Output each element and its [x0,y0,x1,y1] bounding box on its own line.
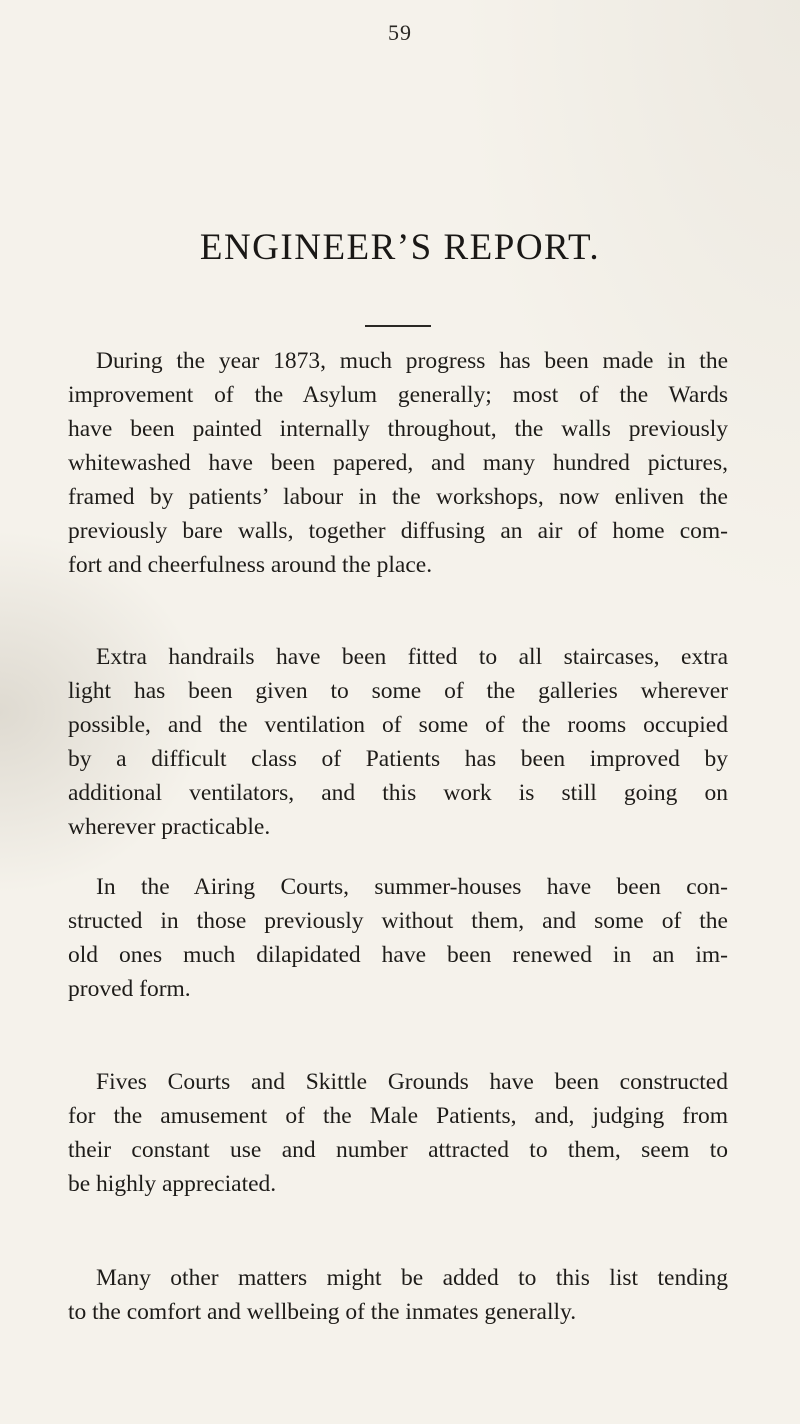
paragraph-line: have been painted internally throughout, the walls previously [68,416,728,442]
paragraph-line: structed in those previously without them, and some of the [68,908,728,934]
paragraph-line: their constant use and number attracted to them, seem to [68,1137,728,1163]
paragraph-line: wherever practicable. [68,814,271,840]
paragraph-line: proved form. [68,976,191,1002]
paragraph-line: additional ventilators, and this work is still going on [68,780,728,806]
paragraph-line: old ones much dilapidated have been renewed in an im- [68,942,728,968]
paragraph-line: by a difficult class of Patients has been improved by [68,746,728,772]
paragraph-line: light has been given to some of the galleries wherever [68,678,728,704]
paragraph-line: Fives Courts and Skittle Grounds have been constructed [96,1069,728,1095]
paragraph-line: Many other matters might be added to this list tending [96,1265,728,1291]
paragraph-4 [68,1065,728,1201]
paragraph-1 [68,344,728,582]
paragraph-5 [68,1261,728,1329]
paragraph-2 [68,640,728,844]
page-title: ENGINEER’S REPORT. [199,227,601,268]
page-number: 59 [388,20,412,45]
title-divider [365,325,431,327]
paragraph-3 [68,870,728,1006]
paragraph-line: be highly appreciated. [68,1171,277,1197]
paragraph-line: fort and cheerfulness around the place. [68,552,433,578]
paragraph-line: whitewashed have been papered, and many hundred pictures, [68,450,728,476]
paragraph-line: for the amusement of the Male Patients, and, judging from [68,1103,728,1129]
paragraph-line: framed by patients’ labour in the workshops, now enliven the [68,484,728,510]
paragraph-line: possible, and the ventilation of some of the rooms occupied [68,712,728,738]
paragraph-line: During the year 1873, much progress has been made in the [96,348,728,374]
paragraph-line: In the Airing Courts, summer-houses have been con- [96,874,728,900]
paragraph-line: Extra handrails have been fitted to all staircases, extra [96,644,728,670]
paragraph-line: to the comfort and wellbeing of the inmates generally. [68,1299,577,1325]
paragraph-line: previously bare walls, together diffusing an air of home com- [68,518,728,544]
paragraph-line: improvement of the Asylum generally; most of the Wards [68,382,728,408]
